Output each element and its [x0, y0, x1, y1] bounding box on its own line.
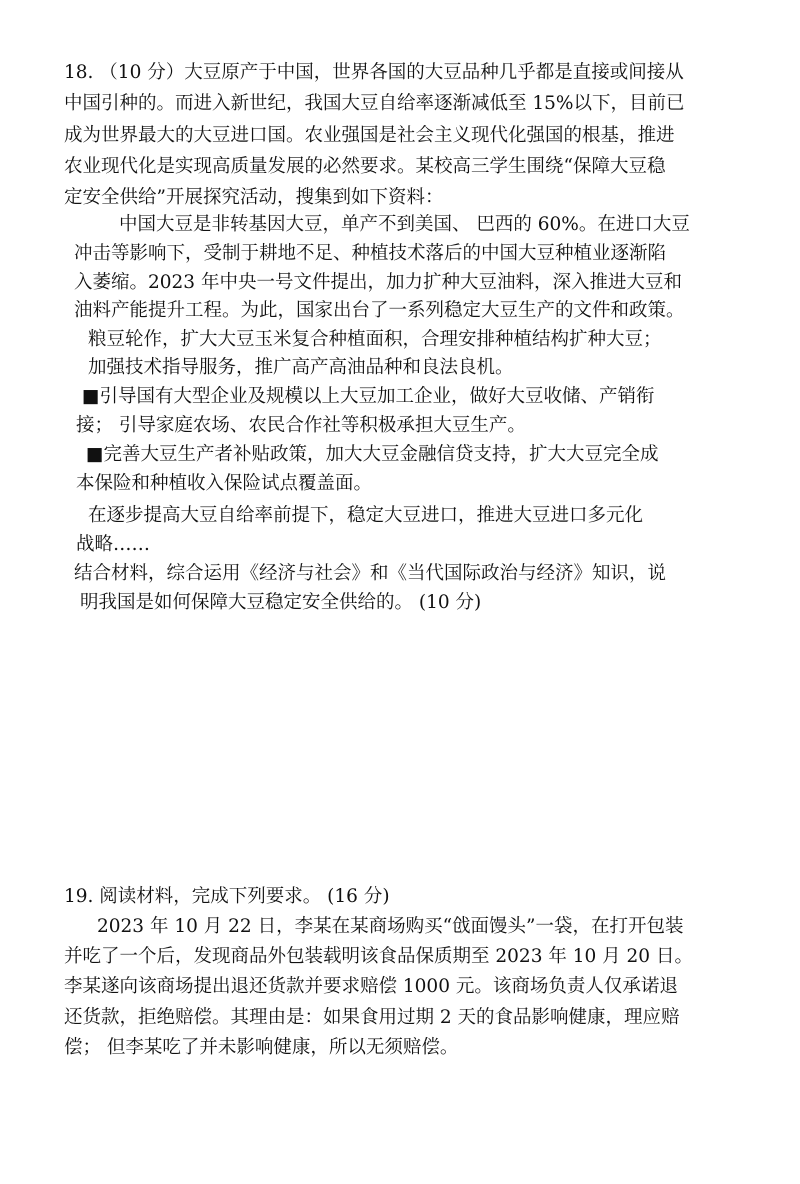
q18-line-3: 成为世界最大的大豆进口国。农业强国是社会主义现代化强国的根基，推进	[64, 125, 675, 146]
question-line-2: 明我国是如何保障大豆稳定安全供给的。 (10 分)	[80, 592, 482, 613]
q18-line-2: 中国引种的。而进入新世纪，我国大豆自给率逐渐减低至 15%以下，目前已	[64, 93, 685, 114]
material-line-12: 战略……	[76, 534, 151, 555]
material-line-10: 本保险和种植收入保险试点覆盖面。	[76, 473, 373, 494]
q19-line-3: 并吃了一个后，发现商品外包装载明该食品保质期至 2023 年 10 月 20 日。	[64, 946, 693, 967]
material-line-2: 冲击等影响下，受制于耕地不足、种植技术落后的中国大豆种植业逐渐陷	[74, 243, 667, 264]
q19-line-5: 还货款，拒绝赔偿。其理由是：如果食用过期 2 天的食品影响健康，理应赔	[64, 1007, 680, 1028]
material-line-5: 粮豆轮作，扩大大豆玉米复合种植面积，合理安排种植结构扩种大豆；	[88, 329, 662, 350]
q19-line-2: 2023 年 10 月 22 日，李某在某商场购买“戗面馒头”一袋，在打开包装	[97, 916, 684, 937]
question-line-1: 结合材料，综合运用《经济与社会》和《当代国际政治与经济》知识，说	[74, 563, 667, 584]
material-bullet-2: ■完善大豆生产者补贴政策，加大大豆金融信贷支持，扩大大豆完全成	[86, 444, 659, 465]
material-line-4: 油料产能提升工程。为此，国家出台了一系列稳定大豆生产的文件和政策。	[74, 300, 685, 321]
material-line-3: 入萎缩。2023 年中央一号文件提出，加力扩种大豆油料，深入推进大豆和	[74, 272, 682, 293]
q18-line-4: 农业现代化是实现高质量发展的必然要求。某校高三学生围绕“保障大豆稳	[64, 156, 666, 177]
q18-line-5: 定安全供给”开展探究活动，搜集到如下资料：	[64, 187, 444, 208]
q18-answer-space[interactable]	[60, 625, 760, 875]
material-line-8: 接； 引导家庭农场、农民合作社等积极承担大豆生产。	[76, 415, 526, 436]
material-line-11: 在逐步提高大豆自给率前提下，稳定大豆进口，推进大豆进口多元化	[88, 505, 644, 526]
q19-line-6: 偿； 但李某吃了并未影响健康，所以无须赔偿。	[64, 1037, 459, 1058]
q18-line-1: 18. （10 分）大豆原产于中国，世界各国的大豆品种几乎都是直接或间接从	[64, 62, 684, 83]
material-line-6: 加强技术指导服务，推广高产高油品种和良法良机。	[88, 357, 514, 378]
q19-line-1: 19. 阅读材料，完成下列要求。 (16 分)	[64, 886, 390, 907]
material-line-1: 中国大豆是非转基因大豆，单产不到美国、 巴西的 60%。在进口大豆	[119, 214, 690, 235]
material-bullet-1: ■引导国有大型企业及规模以上大豆加工企业，做好大豆收储、产销衔	[82, 386, 655, 407]
q19-line-4: 李某遂向该商场提出退还货款并要求赔偿 1000 元。该商场负责人仅承诺退	[64, 976, 678, 997]
